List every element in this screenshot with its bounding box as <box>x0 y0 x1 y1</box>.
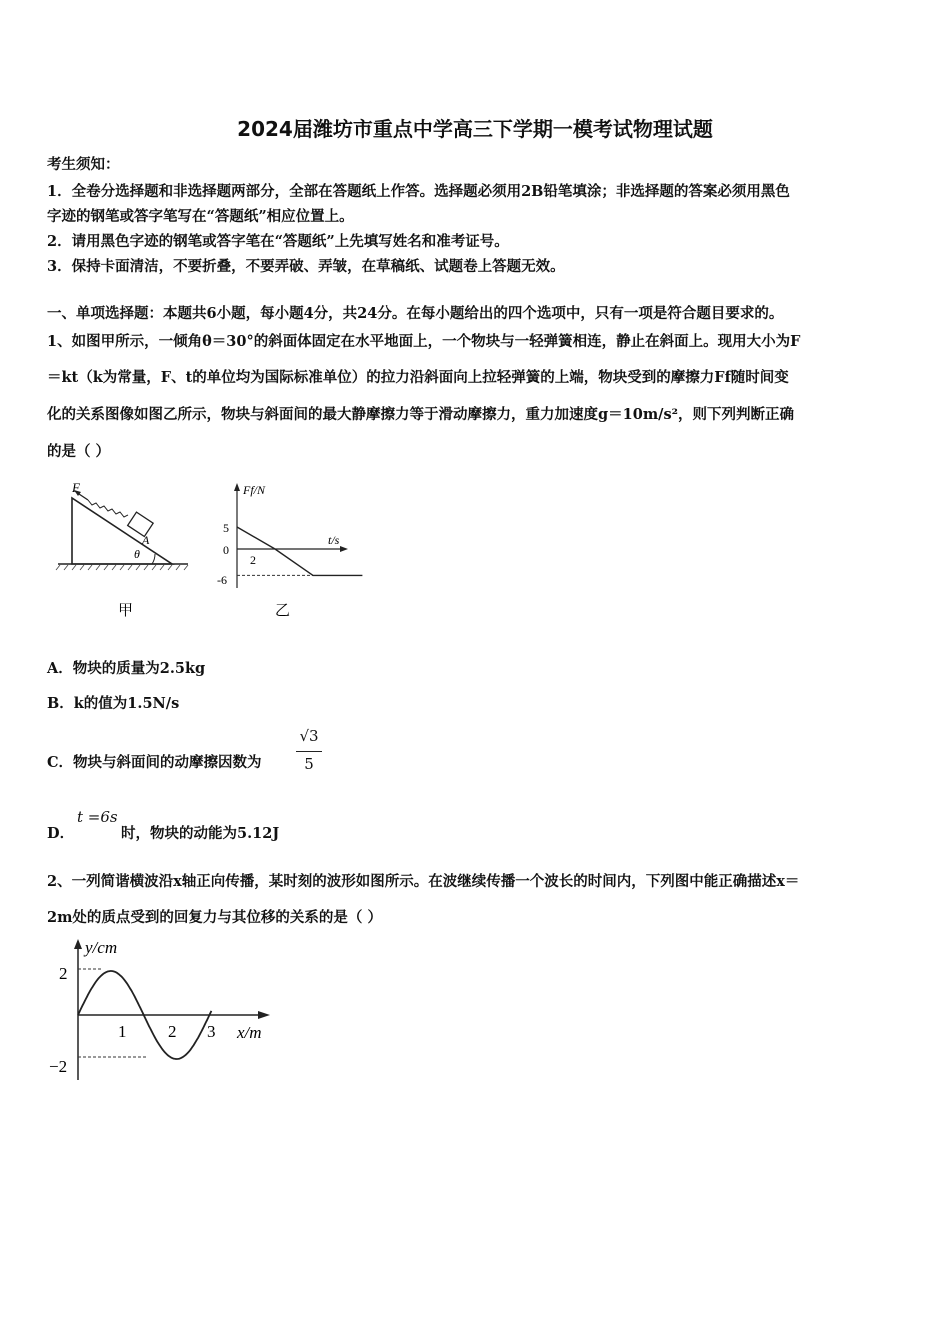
notice-item: 字迹的钢笔或答字笔写在“答题纸”相应位置上。 <box>47 208 354 225</box>
wave-tick-neg2: −2 <box>49 1057 68 1076</box>
section-heading: 一、单项选择题：本题共6小题，每小题4分，共24分。在每小题给出的四个选项中，只有一项是符合题目要求的。 <box>47 305 784 322</box>
x-axis-arrow <box>340 546 348 552</box>
wave-tick-x1: 1 <box>118 1022 127 1041</box>
q2-text-line: 2、一列简谐横波沿x轴正向传播，某时刻的波形如图所示。在波继续传播一个波长的时间内，下列图中能正确描述x＝ <box>47 873 800 890</box>
q1-text-line: 化的关系图像如图乙所示，物块与斜面间的最大静摩擦力等于滑动摩擦力，重力加速度g＝10m/s²，则下列判断正确 <box>47 406 794 423</box>
wave-y-arrow <box>74 939 82 949</box>
wave-y-label: y/cm <box>85 938 118 957</box>
figure-yi <box>205 478 365 626</box>
notice-item: 3．保持卡面清洁，不要折叠，不要弄破、弄皱，在草稿纸、试题卷上答题无效。 <box>47 258 565 275</box>
theta-label: θ <box>134 547 140 561</box>
angle-arc <box>152 554 155 564</box>
option-d-text: 时，物块的动能为5.12J <box>121 825 280 842</box>
caption-jia: 甲 <box>118 603 134 619</box>
fraction-denominator: 5 <box>304 755 314 773</box>
tick-0: 0 <box>223 543 229 557</box>
fraction-bar <box>296 751 322 752</box>
option-a: A．物块的质量为2.5kg <box>47 660 206 677</box>
option-d-label: D． <box>47 825 75 842</box>
spring <box>88 500 128 517</box>
q1-text-line: 的是（ ） <box>47 443 111 460</box>
page-title: 2024届潍坊市重点中学高三下学期一模考试物理试题 <box>237 117 713 141</box>
y-axis-arrow <box>234 483 240 491</box>
notice-item: 1．全卷分选择题和非选择题两部分，全部在答题纸上作答。选择题必须用2B铅笔填涂；非选择题的答案必须用黑色 <box>47 183 790 200</box>
block-label: A <box>142 533 150 547</box>
tick-neg6: -6 <box>217 573 227 587</box>
ground-hatch <box>56 565 188 570</box>
force-label: F <box>72 480 80 495</box>
wave-tick-x3: 3 <box>207 1022 216 1041</box>
q1-text-line: 1、如图甲所示，一倾角θ＝30°的斜面体固定在水平地面上，一个物块与一轻弹簧相连，静止在斜面上。现用大小为F <box>47 333 801 350</box>
notice-heading: 考生须知： <box>47 156 120 173</box>
wave-figure <box>45 935 280 1085</box>
notice-item: 2．请用黑色字迹的钢笔或答字笔在“答题纸”上先填写姓名和准考证号。 <box>47 233 509 250</box>
wave-tick-x2: 2 <box>168 1022 177 1041</box>
q2-text-line: 2m处的质点受到的回复力与其位移的关系的是（ ） <box>47 909 382 926</box>
tick-5: 5 <box>223 521 229 535</box>
figure-jia <box>52 478 197 623</box>
wave-x-label: x/m <box>237 1023 262 1042</box>
wave-tick-2: 2 <box>59 964 68 983</box>
q1-text-line: ＝kt（k为常量，F、t的单位均为国际标准单位）的拉力沿斜面向上拉轻弹簧的上端，物块受到的摩擦力Ff随时间变 <box>47 369 789 386</box>
caption-yi: 乙 <box>275 603 291 619</box>
x-axis-label: t/s <box>328 533 340 547</box>
ff-curve <box>237 527 362 575</box>
tick-2: 2 <box>250 553 256 567</box>
option-b: B．k的值为1.5N/s <box>47 695 180 712</box>
wave-x-arrow <box>258 1011 270 1019</box>
incline <box>72 498 172 564</box>
fraction-numerator: √3 <box>299 727 319 745</box>
y-axis-label: Ff/N <box>243 483 266 497</box>
option-d-math: t =6s <box>77 808 118 826</box>
option-c-text: C．物块与斜面间的动摩擦因数为 <box>47 754 262 771</box>
option-c <box>47 751 262 772</box>
